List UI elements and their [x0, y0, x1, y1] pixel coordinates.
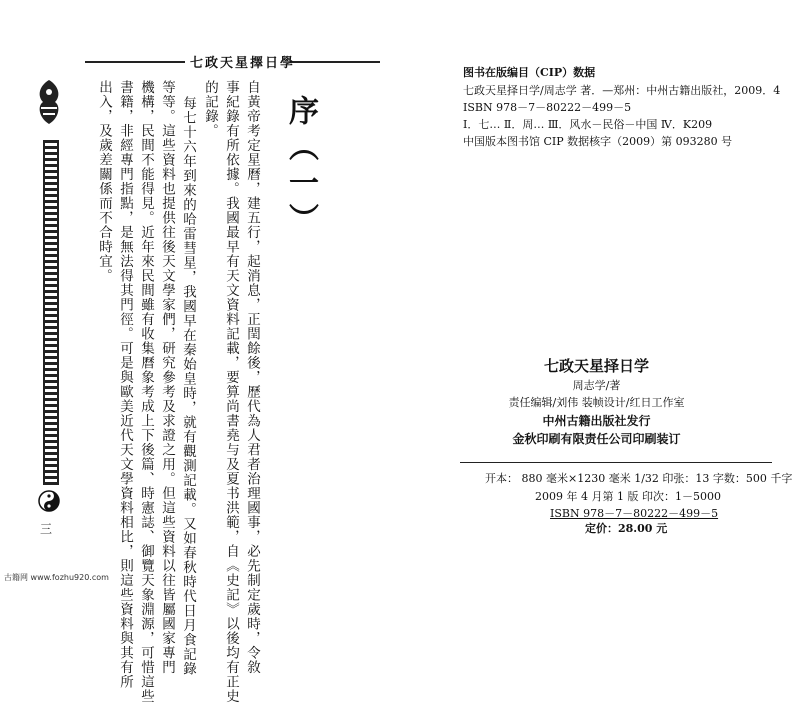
- text-column-4: 每七十六年到來的哈雷彗星，我國早在秦始皇時，就有觀測記載。又如春秋時代日月食記錄: [180, 96, 196, 676]
- header-rule-right: [290, 61, 380, 63]
- text-column-8: 出入，及歲差關係而不合時宜。: [96, 80, 112, 283]
- edition-line: 2009 年 4 月第 1 版 印次：1－5000: [535, 490, 721, 503]
- preface-title: 序（一）: [283, 95, 318, 239]
- running-header-title: 七政天星擇日學: [190, 56, 296, 71]
- editors-line: 责任编辑/刘伟 装帧设计/红日工作室: [508, 396, 685, 409]
- page-number: 三: [40, 522, 53, 536]
- format-line: 开本： 880 毫米×1230 毫米 1/32 印张：13 字数：500 千字: [485, 472, 793, 485]
- price-line: 定价：28.00 元: [585, 522, 668, 535]
- author-line: 周志学/著: [572, 379, 621, 392]
- text-column-5: 等等。這些資料也提供往後天文學家們，研究參考及求證之用。但這些資料以往皆屬國家專門: [159, 80, 175, 675]
- header-rule-left: [85, 61, 185, 63]
- printer-line: 金秋印刷有限责任公司印刷装订: [512, 432, 681, 446]
- dragon-ornament-icon: [33, 78, 65, 126]
- decorative-border-column: [43, 140, 59, 485]
- text-column-1: 自黃帝考定星曆，建五行，起消息，正閏餘後，歷代為人君者治理國事，必先制定歲時，令敘: [244, 80, 260, 675]
- text-column-7: 書籍，非經專門指點，是無法得其門徑。可是與歐美近代天文學資料相比，則這些資料與其有所: [117, 80, 133, 689]
- publisher-line: 中州古籍出版社发行: [542, 414, 651, 428]
- text-column-2: 事紀錄有所依據。我國最早有天文資料記載，要算尚書堯与及夏书洪範，自《史記》以後均有正史: [223, 80, 239, 704]
- text-column-6: 機構，民間不能得見。近年來民間雖有收集曆象考成上下後篇、時憲誌、御覽天象淵源，可惜這些: [138, 80, 154, 704]
- site-watermark: 古籍网 www.fozhu920.com: [4, 573, 109, 582]
- yin-yang-icon: [38, 490, 60, 512]
- cip-heading: 图书在版编目（CIP）数据: [463, 66, 596, 79]
- cip-line-2: ISBN 978－7－80222－499－5: [463, 101, 632, 114]
- isbn-line: ISBN 978－7－80222－499－5: [550, 507, 719, 520]
- publication-rule: [460, 462, 772, 463]
- cip-line-3: Ⅰ．七… Ⅱ．周… Ⅲ．风水－民俗－中国 Ⅳ．K209: [463, 118, 713, 131]
- cip-line-4: 中国版本图书馆 CIP 数据核字（2009）第 093280 号: [463, 135, 733, 148]
- book-title: 七政天星择日学: [543, 357, 649, 375]
- text-column-3: 的記錄。: [202, 80, 218, 138]
- right-page: [400, 0, 793, 589]
- cip-line-1: 七政天星择日学/周志学 著．—郑州：中州古籍出版社，2009．4: [463, 84, 781, 97]
